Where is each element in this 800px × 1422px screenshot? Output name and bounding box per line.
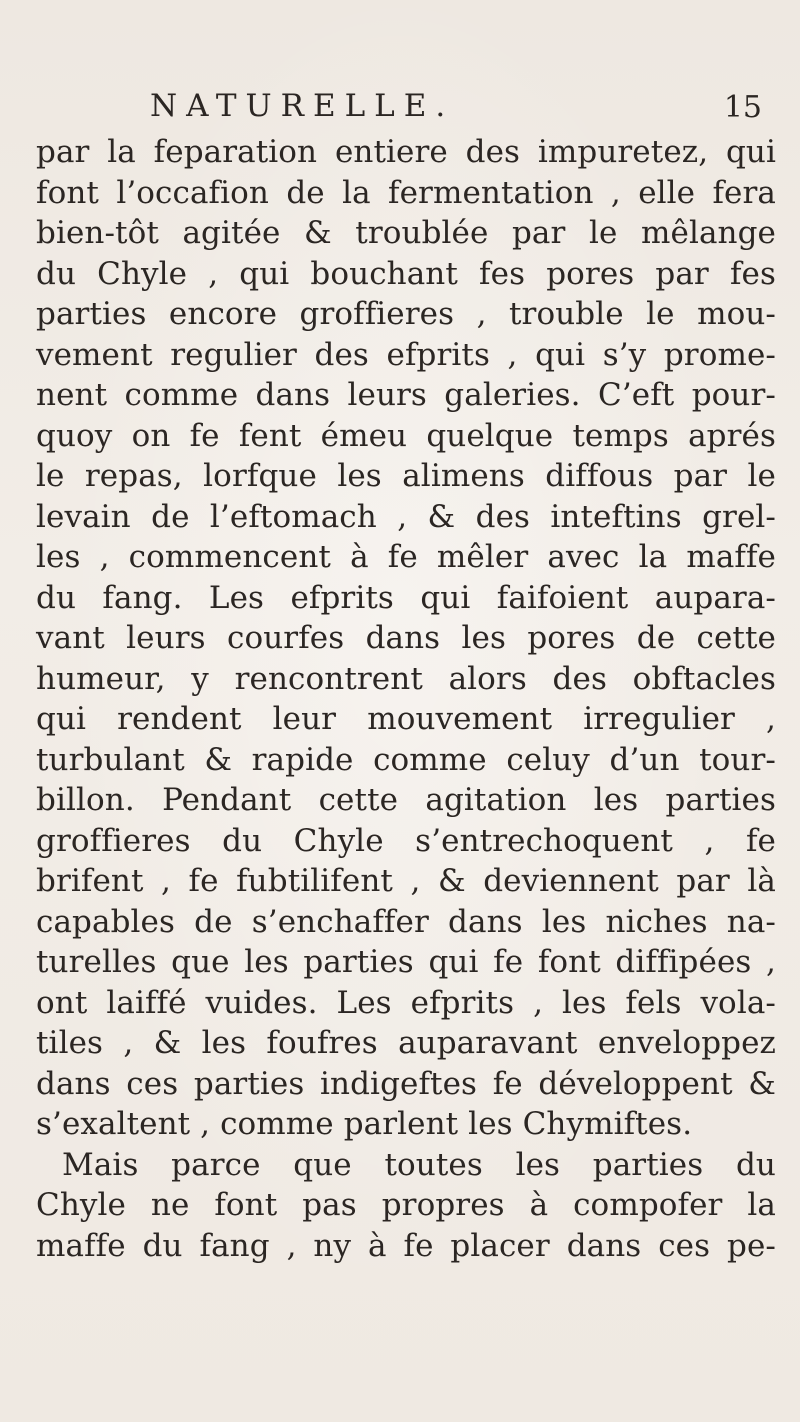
text-line: qui rendent leur mouvement irregulier , — [36, 701, 776, 737]
text-line: nent comme dans leurs galeries. C’eft pour- — [36, 377, 776, 413]
text-line: Chyle ne font pas propres à compofer la — [36, 1187, 776, 1223]
text-line: turbulant & rapide comme celuy d’un tour- — [36, 741, 776, 778]
text-line: brifent , fe fubtilifent , & deviennent par là — [36, 863, 776, 899]
text-line: tiles , & les foufres auparavant enveloppez — [36, 1025, 776, 1061]
text-line: humeur, y rencontrent alors des obftacles — [36, 660, 776, 697]
text-line: levain de l’eftomach , & des inteftins grel- — [36, 498, 776, 535]
running-title: NATURELLE. — [150, 88, 455, 124]
page-header — [150, 88, 770, 128]
text-line: maffe du fang , ny à fe placer dans ces pe- — [36, 1227, 776, 1264]
text-line: le repas, lorfque les alimens diffous par le — [36, 458, 776, 494]
text-line: par la feparation entiere des impuretez, qui — [36, 134, 776, 170]
text-line: vant leurs courfes dans les pores de cette — [36, 620, 776, 656]
text-line: du Chyle , qui bouchant fes pores par fes — [36, 255, 776, 292]
text-line: ont laiffé vuides. Les efprits , les fels vola- — [36, 984, 776, 1021]
text-line: billon. Pendant cette agitation les parties — [36, 782, 776, 818]
text-line: turelles que les parties qui fe font diffipées , — [36, 944, 776, 980]
text-line: du fang. Les efprits qui faifoient aupara- — [36, 579, 776, 616]
text-line: groffieres du Chyle s’entrechoquent , fe — [36, 822, 776, 859]
page-number: 15 — [723, 90, 762, 125]
text-line: quoy on fe fent émeu quelque temps aprés — [36, 417, 776, 454]
text-line: bien-tôt agitée & troublée par le mêlange — [36, 215, 776, 251]
text-line: capables de s’enchaffer dans les niches na- — [36, 903, 776, 940]
text-line: Mais parce que toutes les parties du — [62, 1146, 776, 1183]
body-text — [36, 132, 776, 1266]
text-line: vement regulier des efprits , qui s’y prome- — [36, 336, 776, 373]
text-line: font l’occafion de la fermentation , elle fera — [36, 174, 776, 211]
text-line: parties encore groffieres , trouble le mou- — [36, 296, 776, 332]
text-line: dans ces parties indigeftes fe développent & — [36, 1065, 776, 1102]
text-line: s’exaltent , comme parlent les Chymiftes. — [36, 1106, 693, 1142]
text-line: les , commencent à fe mêler avec la maffe — [36, 539, 776, 575]
